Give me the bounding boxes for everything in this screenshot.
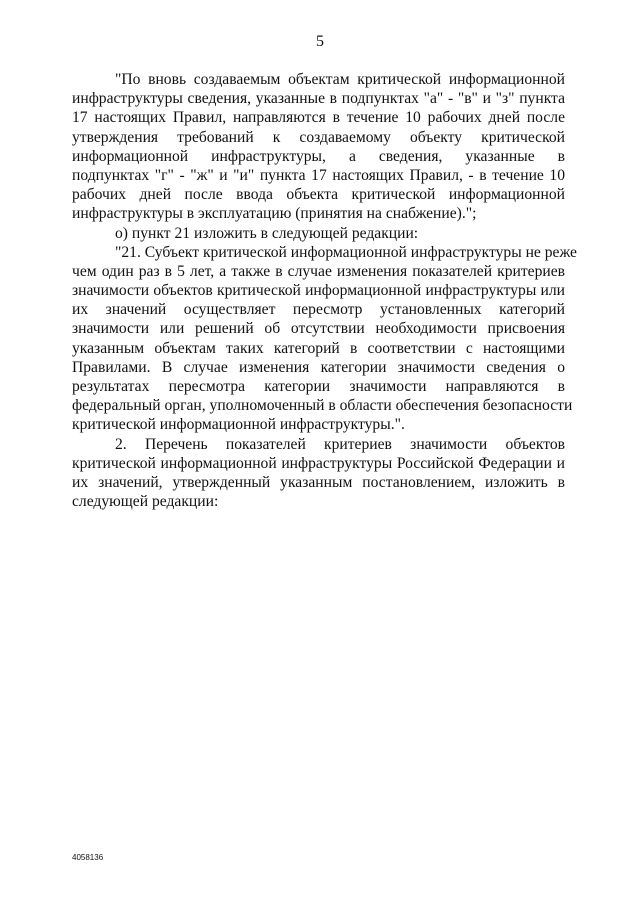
text-line: "По вновь создаваемым объектам критической информационной [115,71,565,88]
page-number: 5 [316,33,324,50]
text-line: федеральный орган, уполномоченный в области обеспечения безопасности [72,397,573,415]
text-line: 17 настоящих Правил, направляются в течение 10 рабочих дней после [72,109,565,127]
document-code: 4058136 [72,853,104,862]
text-line: подпунктах "г" - "ж" и "и" пункта 17 настоящих Правил, - в течение 10 [72,166,565,184]
text-line: критической информационной инфраструктуры Российской Федерации и [72,454,565,472]
text-line: "21. Субъект критической информационной инфраструктуры не реже [115,243,577,261]
text-line: инфраструктуры сведения, указанные в подпунктах "а" - "в" и "з" пункта [72,90,565,108]
text-line: Правилами. В случае изменения категории значимости сведения о [72,358,565,376]
text-line: рабочих дней после ввода объекта критической информационной [72,186,565,204]
text-line: указанным объектам таких категорий в соответствии с настоящими [72,339,565,357]
text-line: их значений осуществляет пересмотр установленных категорий [72,301,565,319]
text-line: чем один раз в 5 лет, а также в случае изменения показателей критериев [72,262,565,280]
text-line: их значений, утвержденный указанным постановлением, изложить в [72,473,565,491]
text-line: 2. Перечень показателей критериев значимости объектов [115,435,565,453]
document-body [72,70,577,511]
text-line: критической информационной инфраструктуры.". [72,416,405,434]
text-line: следующей редакции: [72,493,219,511]
text-line: результатах пересмотра категории значимости направляются в [72,378,565,395]
text-line: о) пункт 21 изложить в следующей редакции: [115,224,419,242]
text-line: значимости или решений об отсутствии необходимости присвоения [72,320,565,338]
text-line: значимости объектов критической информационной инфраструктуры или [72,282,565,300]
text-line: инфраструктуры в эксплуатацию (принятия на снабжение)."; [72,205,477,223]
text-line: информационной инфраструктуры, а сведения, указанные в [72,147,565,165]
text-line: утверждения требований к создаваемому объекту критической [72,128,565,146]
